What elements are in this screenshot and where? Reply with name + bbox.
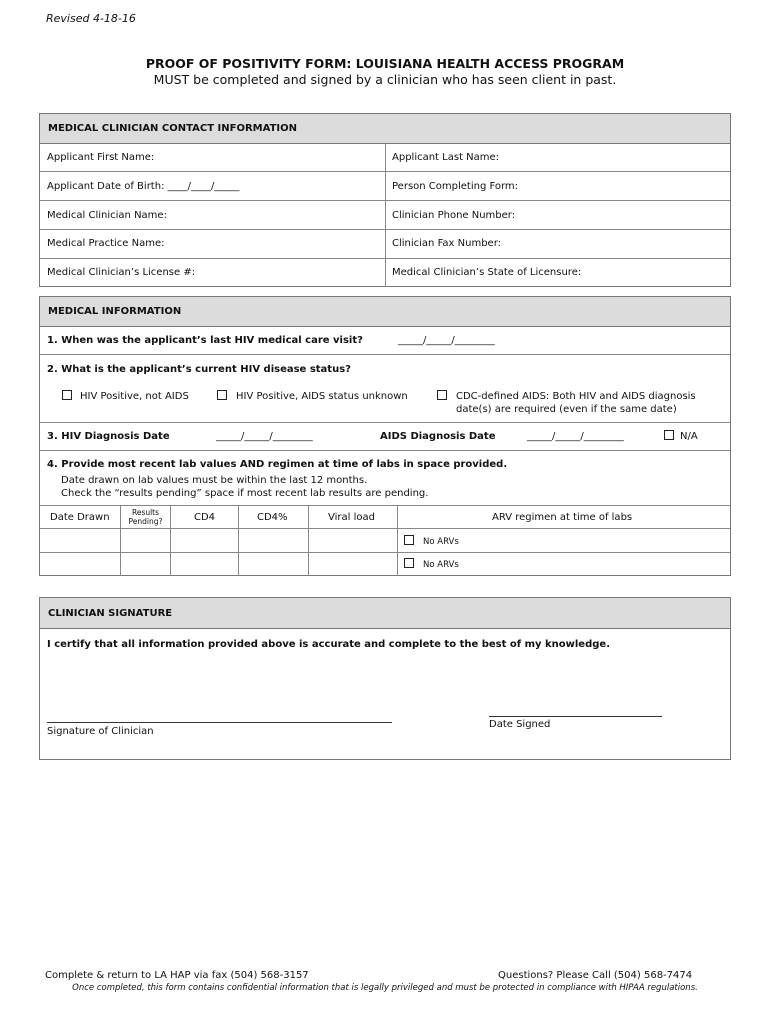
question-2: 2. What is the applicant’s current HIV disease status? (47, 364, 351, 375)
form-subtitle: MUST be completed and signed by a clinician who has seen client in past. (153, 72, 617, 87)
person-completing-field[interactable]: Person Completing Form: (392, 181, 519, 192)
aids-diagnosis-date-field[interactable]: _____/_____/________ (527, 431, 624, 442)
lab-header-cd4-percent: CD4% (257, 512, 288, 523)
hiv-positive-aids-unknown-label: HIV Positive, AIDS status unknown (236, 391, 408, 402)
question-3: 3. HIV Diagnosis Date (47, 431, 170, 442)
na-label: N/A (680, 431, 698, 442)
medical-section (39, 296, 731, 576)
hiv-positive-not-aids-label: HIV Positive, not AIDS (80, 391, 189, 402)
hiv-positive-aids-unknown-checkbox[interactable] (217, 390, 227, 400)
no-arvs-checkbox-row-2[interactable] (404, 558, 414, 568)
hiv-diagnosis-date-field[interactable]: _____/_____/________ (216, 431, 313, 442)
aids-diagnosis-label: AIDS Diagnosis Date (380, 431, 496, 442)
na-checkbox[interactable] (664, 430, 674, 440)
clinician-phone-field[interactable]: Clinician Phone Number: (392, 210, 516, 221)
cdc-defined-aids-checkbox[interactable] (437, 390, 447, 400)
clinician-fax-field[interactable]: Clinician Fax Number: (392, 238, 501, 249)
date-signed-label: Date Signed (489, 719, 551, 730)
lab-header-results-pending-2: Pending? (128, 517, 163, 526)
question-4-note-1: Date drawn on lab values must be within the last 12 months. (61, 475, 368, 486)
clinician-name-field[interactable]: Medical Clinician Name: (47, 210, 167, 221)
form-title: PROOF OF POSITIVITY FORM: LOUISIANA HEALTH ACCESS PROGRAM (145, 56, 625, 71)
last-visit-date-field[interactable]: _____/_____/________ (398, 335, 495, 346)
no-arvs-label-row-2: No ARVs (423, 560, 459, 570)
signature-section-header: CLINICIAN SIGNATURE (40, 598, 730, 629)
signature-label: Signature of Clinician (47, 726, 154, 737)
lab-header-viral-load: Viral load (328, 512, 375, 523)
medical-section-header: MEDICAL INFORMATION (40, 297, 730, 327)
practice-name-field[interactable]: Medical Practice Name: (47, 238, 165, 249)
cdc-defined-aids-label-1: CDC-defined AIDS: Both HIV and AIDS diagnosis (456, 391, 696, 402)
lab-header-arv-regimen: ARV regimen at time of labs (492, 512, 633, 523)
lab-header-results-pending-1: Results (131, 508, 160, 517)
footer-questions-phone: Questions? Please Call (504) 568-7474 (498, 970, 693, 981)
no-arvs-label-row-1: No ARVs (423, 537, 459, 547)
question-4-note-2: Check the “results pending” space if most recent lab results are pending. (61, 488, 429, 499)
state-of-licensure-field[interactable]: Medical Clinician’s State of Licensure: (392, 267, 582, 278)
certification-statement: I certify that all information provided above is accurate and complete to the best of my knowledge. (47, 639, 610, 650)
footer-fax-instructions: Complete & return to LA HAP via fax (504) 568-3157 (45, 970, 309, 981)
question-1: 1. When was the applicant’s last HIV medical care visit? (47, 335, 363, 346)
license-number-field[interactable]: Medical Clinician’s License #: (47, 267, 196, 278)
date-signed-line[interactable] (489, 716, 662, 717)
signature-line[interactable] (47, 722, 392, 723)
revision-date: Revised 4-18-16 (46, 12, 136, 25)
footer-confidentiality-note: Once completed, this form contains confidential information that is legally privileged and must be protected in compliance with HIPAA regulations. (72, 983, 698, 993)
signature-section (39, 597, 731, 760)
contact-section-header: MEDICAL CLINICIAN CONTACT INFORMATION (40, 114, 730, 144)
lab-header-date-drawn: Date Drawn (50, 512, 110, 523)
hiv-positive-not-aids-checkbox[interactable] (62, 390, 72, 400)
no-arvs-checkbox-row-1[interactable] (404, 535, 414, 545)
lab-header-cd4: CD4 (194, 512, 216, 523)
applicant-dob-field[interactable]: Applicant Date of Birth: ____/____/_____ (47, 181, 240, 192)
cdc-defined-aids-label-2: date(s) are required (even if the same date) (456, 404, 677, 415)
contact-section (39, 113, 731, 287)
applicant-last-name-field[interactable]: Applicant Last Name: (392, 152, 500, 163)
applicant-first-name-field[interactable]: Applicant First Name: (47, 152, 155, 163)
question-4: 4. Provide most recent lab values AND regimen at time of labs in space provided. (47, 459, 508, 470)
